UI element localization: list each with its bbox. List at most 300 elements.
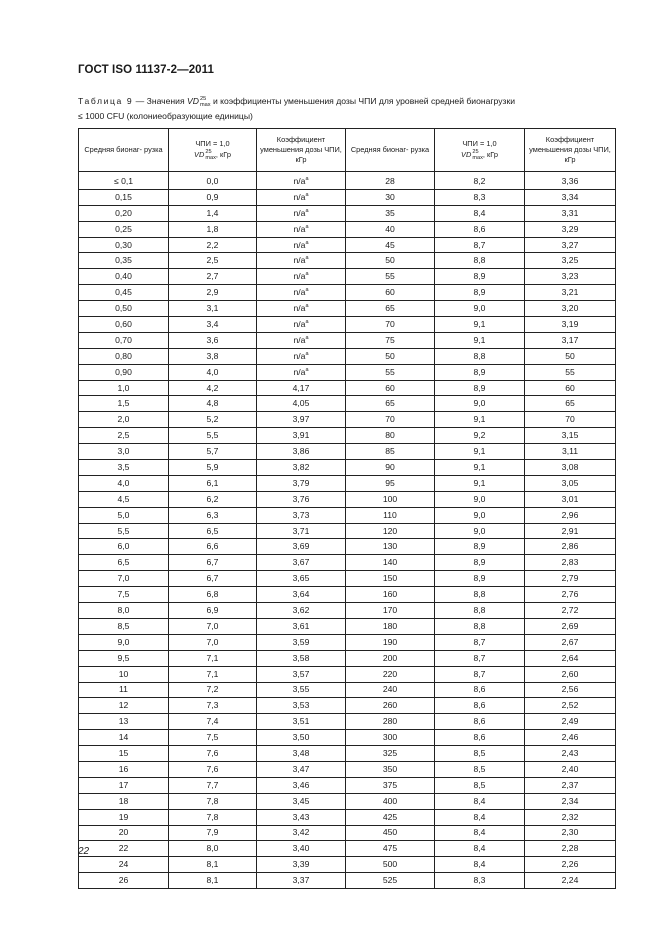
table-cell: 8,6 bbox=[435, 221, 525, 237]
caption-lead: Таблица 9 bbox=[78, 96, 134, 106]
table-cell: 2,72 bbox=[525, 603, 616, 619]
table-cell: 7,8 bbox=[169, 793, 257, 809]
table-cell: 2,46 bbox=[525, 730, 616, 746]
table-cell: 3,20 bbox=[525, 301, 616, 317]
table-header-row bbox=[79, 129, 616, 172]
table-cell: 3,1 bbox=[169, 301, 257, 317]
table-cell: 0,90 bbox=[79, 364, 169, 380]
table-cell: 110 bbox=[346, 507, 435, 523]
table-cell: 9,1 bbox=[435, 332, 525, 348]
caption-text-after: и коэффициенты уменьшения дозы ЧПИ для уровней средней бионагрузки bbox=[212, 96, 516, 106]
table-cell: 3,47 bbox=[257, 761, 346, 777]
table-cell: 3,43 bbox=[257, 809, 346, 825]
table-cell: 0,45 bbox=[79, 285, 169, 301]
table-cell: 8,3 bbox=[435, 873, 525, 889]
table-cell: 3,25 bbox=[525, 253, 616, 269]
table-row bbox=[79, 634, 616, 650]
table-cell: $n/a^a$ bbox=[257, 221, 346, 237]
table-cell: 260 bbox=[346, 698, 435, 714]
table-cell: $n/a^a$ bbox=[257, 332, 346, 348]
table-cell: 8,9 bbox=[435, 364, 525, 380]
header-vd-unit-1: , кГр bbox=[215, 149, 231, 159]
table-cell: 8,6 bbox=[435, 714, 525, 730]
table-body bbox=[79, 172, 616, 889]
footnote-marker: a bbox=[305, 350, 309, 357]
table-cell: 3,73 bbox=[257, 507, 346, 523]
table-cell: 40 bbox=[346, 221, 435, 237]
table-cell: 3,79 bbox=[257, 475, 346, 491]
table-cell: 525 bbox=[346, 873, 435, 889]
table-cell: 0,35 bbox=[79, 253, 169, 269]
table-cell: 3,58 bbox=[257, 650, 346, 666]
table-cell: 3,55 bbox=[257, 682, 346, 698]
table-cell: $n/a^a$ bbox=[257, 364, 346, 380]
table-cell: 2,30 bbox=[525, 825, 616, 841]
table-row bbox=[79, 873, 616, 889]
table-cell: 7,3 bbox=[169, 698, 257, 714]
table-row bbox=[79, 189, 616, 205]
table-row bbox=[79, 587, 616, 603]
table-cell: 9,0 bbox=[435, 523, 525, 539]
table-cell: 3,40 bbox=[257, 841, 346, 857]
header-sal-1: ЧПИ = 1,0 bbox=[195, 139, 230, 148]
table-cell: 6,6 bbox=[169, 539, 257, 555]
table-row bbox=[79, 730, 616, 746]
table-cell: 24 bbox=[79, 857, 169, 873]
table-cell: 5,5 bbox=[79, 523, 169, 539]
table-cell: 6,5 bbox=[79, 555, 169, 571]
table-cell: 2,24 bbox=[525, 873, 616, 889]
table-cell: 8,3 bbox=[435, 189, 525, 205]
table-cell: 9,2 bbox=[435, 428, 525, 444]
table-cell: 160 bbox=[346, 587, 435, 603]
table-cell: 3,64 bbox=[257, 587, 346, 603]
table-cell: 2,26 bbox=[525, 857, 616, 873]
header-vd-sup-1: 25 bbox=[205, 149, 212, 155]
table-cell: 9,1 bbox=[435, 412, 525, 428]
table-cell: 350 bbox=[346, 761, 435, 777]
table-cell: 130 bbox=[346, 539, 435, 555]
table-cell: 4,0 bbox=[169, 364, 257, 380]
table-cell: 8,0 bbox=[79, 603, 169, 619]
table-row bbox=[79, 825, 616, 841]
table-cell: 3,71 bbox=[257, 523, 346, 539]
header-avg-bioburden-1: Средняя бионаг- рузка bbox=[79, 129, 169, 172]
table-cell: $n/a^a$ bbox=[257, 317, 346, 333]
table-cell: 8,4 bbox=[435, 825, 525, 841]
table-cell: 7,5 bbox=[169, 730, 257, 746]
dose-table bbox=[78, 128, 616, 889]
table-cell: 8,5 bbox=[435, 746, 525, 762]
table-cell: 3,17 bbox=[525, 332, 616, 348]
table-cell: 170 bbox=[346, 603, 435, 619]
table-cell: 65 bbox=[525, 396, 616, 412]
table-cell: 190 bbox=[346, 634, 435, 650]
table-cell: 2,67 bbox=[525, 634, 616, 650]
table-cell: 3,97 bbox=[257, 412, 346, 428]
table-cell: 45 bbox=[346, 237, 435, 253]
table-cell: 5,7 bbox=[169, 444, 257, 460]
table-row bbox=[79, 253, 616, 269]
table-cell: 2,69 bbox=[525, 618, 616, 634]
table-cell: 5,0 bbox=[79, 507, 169, 523]
table-cell: 2,76 bbox=[525, 587, 616, 603]
header-sal-vd-2 bbox=[435, 129, 525, 172]
table-cell: 3,31 bbox=[525, 205, 616, 221]
caption-line2: ≤ 1000 CFU (колониеобразующие единицы) bbox=[78, 111, 253, 121]
caption-vd-superscript: 25 bbox=[199, 95, 207, 102]
footnote-marker: a bbox=[305, 191, 309, 198]
table-cell: $n/a^a$ bbox=[257, 172, 346, 190]
table-row bbox=[79, 841, 616, 857]
table-cell: 8,4 bbox=[435, 841, 525, 857]
table-cell: 8,7 bbox=[435, 237, 525, 253]
table-cell: 60 bbox=[346, 285, 435, 301]
table-cell: $n/a^a$ bbox=[257, 237, 346, 253]
table-cell: 3,5 bbox=[79, 460, 169, 476]
table-cell: 55 bbox=[346, 364, 435, 380]
table-cell: 2,5 bbox=[169, 253, 257, 269]
header-vd-2: VD bbox=[461, 149, 472, 159]
table-cell: 60 bbox=[346, 380, 435, 396]
footnote-marker: a bbox=[305, 239, 309, 246]
table-row bbox=[79, 857, 616, 873]
table-row bbox=[79, 237, 616, 253]
table-cell: $n/a^a$ bbox=[257, 205, 346, 221]
header-vd-sub-2: max bbox=[472, 155, 483, 161]
table-cell: 14 bbox=[79, 730, 169, 746]
table-cell: 475 bbox=[346, 841, 435, 857]
table-cell: 8,9 bbox=[435, 539, 525, 555]
table-cell: 3,51 bbox=[257, 714, 346, 730]
table-cell: 13 bbox=[79, 714, 169, 730]
table-row bbox=[79, 809, 616, 825]
table-cell: 4,0 bbox=[79, 475, 169, 491]
page-number: 22 bbox=[78, 846, 90, 857]
table-cell: 55 bbox=[525, 364, 616, 380]
table-row bbox=[79, 571, 616, 587]
table-cell: 2,0 bbox=[79, 412, 169, 428]
table-cell: 8,9 bbox=[435, 285, 525, 301]
table-cell: 4,8 bbox=[169, 396, 257, 412]
table-cell: 2,34 bbox=[525, 793, 616, 809]
table-row bbox=[79, 746, 616, 762]
table-cell: 3,29 bbox=[525, 221, 616, 237]
table-cell: 0,9 bbox=[169, 189, 257, 205]
table-cell: 30 bbox=[346, 189, 435, 205]
footnote-marker: a bbox=[305, 287, 309, 294]
table-cell: 70 bbox=[346, 317, 435, 333]
table-row bbox=[79, 793, 616, 809]
table-cell: 7,5 bbox=[79, 587, 169, 603]
table-row bbox=[79, 650, 616, 666]
table-cell: 500 bbox=[346, 857, 435, 873]
table-cell: 6,3 bbox=[169, 507, 257, 523]
table-cell: 18 bbox=[79, 793, 169, 809]
table-cell: 0,20 bbox=[79, 205, 169, 221]
table-cell: 3,86 bbox=[257, 444, 346, 460]
table-cell: 0,15 bbox=[79, 189, 169, 205]
table-cell: 3,37 bbox=[257, 873, 346, 889]
table-row bbox=[79, 412, 616, 428]
table-cell: 5,2 bbox=[169, 412, 257, 428]
table-cell: 65 bbox=[346, 301, 435, 317]
table-cell: 3,21 bbox=[525, 285, 616, 301]
table-cell: 9,5 bbox=[79, 650, 169, 666]
table-cell: 0,70 bbox=[79, 332, 169, 348]
table-row bbox=[79, 460, 616, 476]
header-sal-2: ЧПИ = 1,0 bbox=[462, 139, 497, 148]
table-cell: 2,56 bbox=[525, 682, 616, 698]
table-cell: 70 bbox=[346, 412, 435, 428]
table-row bbox=[79, 301, 616, 317]
table-cell: 90 bbox=[346, 460, 435, 476]
table-cell: 3,05 bbox=[525, 475, 616, 491]
table-row bbox=[79, 698, 616, 714]
table-cell: 95 bbox=[346, 475, 435, 491]
table-cell: 240 bbox=[346, 682, 435, 698]
table-cell: 2,79 bbox=[525, 571, 616, 587]
table-cell: 3,8 bbox=[169, 348, 257, 364]
table-cell: 2,5 bbox=[79, 428, 169, 444]
table-cell: 0,80 bbox=[79, 348, 169, 364]
table-cell: 9,1 bbox=[435, 460, 525, 476]
table-cell: 0,0 bbox=[169, 172, 257, 190]
footnote-marker: a bbox=[305, 175, 309, 182]
table-row bbox=[79, 507, 616, 523]
table-cell: 220 bbox=[346, 666, 435, 682]
header-vd-sub-1: max bbox=[205, 155, 216, 161]
table-row bbox=[79, 364, 616, 380]
table-cell: 9,1 bbox=[435, 475, 525, 491]
table-cell: 65 bbox=[346, 396, 435, 412]
table-cell: 6,5 bbox=[169, 523, 257, 539]
table-cell: 8,9 bbox=[435, 555, 525, 571]
table-cell: 8,5 bbox=[435, 777, 525, 793]
table-cell: 425 bbox=[346, 809, 435, 825]
table-cell: 8,7 bbox=[435, 650, 525, 666]
table-cell: 7,2 bbox=[169, 682, 257, 698]
table-cell: 3,57 bbox=[257, 666, 346, 682]
table-cell: 200 bbox=[346, 650, 435, 666]
table-cell: 3,91 bbox=[257, 428, 346, 444]
table-cell: 2,7 bbox=[169, 269, 257, 285]
table-cell: 7,1 bbox=[169, 666, 257, 682]
table-cell: $n/a^a$ bbox=[257, 253, 346, 269]
table-cell: 3,59 bbox=[257, 634, 346, 650]
table-cell: 1,5 bbox=[79, 396, 169, 412]
table-cell: 8,9 bbox=[435, 571, 525, 587]
table-cell: 2,28 bbox=[525, 841, 616, 857]
header-vd-scripts-2 bbox=[472, 149, 483, 161]
table-row bbox=[79, 475, 616, 491]
table-cell: 7,9 bbox=[169, 825, 257, 841]
table-cell: 8,6 bbox=[435, 730, 525, 746]
table-cell: 300 bbox=[346, 730, 435, 746]
table-cell: 8,9 bbox=[435, 269, 525, 285]
table-cell: 6,2 bbox=[169, 491, 257, 507]
table-cell: $n/a^a$ bbox=[257, 189, 346, 205]
table-cell: 9,0 bbox=[435, 301, 525, 317]
table-cell: 8,6 bbox=[435, 682, 525, 698]
table-cell: 3,76 bbox=[257, 491, 346, 507]
table-cell: 9,0 bbox=[435, 396, 525, 412]
table-cell: 12 bbox=[79, 698, 169, 714]
table-cell: 7,6 bbox=[169, 761, 257, 777]
table-cell: 4,5 bbox=[79, 491, 169, 507]
table-cell: 180 bbox=[346, 618, 435, 634]
table-cell: 9,0 bbox=[79, 634, 169, 650]
table-cell: 85 bbox=[346, 444, 435, 460]
table-cell: 2,52 bbox=[525, 698, 616, 714]
table-cell: 2,86 bbox=[525, 539, 616, 555]
table-cell: 20 bbox=[79, 825, 169, 841]
table-cell: 2,40 bbox=[525, 761, 616, 777]
table-row bbox=[79, 172, 616, 190]
table-cell: 7,0 bbox=[79, 571, 169, 587]
table-row bbox=[79, 682, 616, 698]
table-cell: 0,60 bbox=[79, 317, 169, 333]
table-cell: 3,0 bbox=[79, 444, 169, 460]
table-cell: 120 bbox=[346, 523, 435, 539]
table-cell: 7,0 bbox=[169, 634, 257, 650]
table-row bbox=[79, 317, 616, 333]
table-row bbox=[79, 380, 616, 396]
table-cell: 3,42 bbox=[257, 825, 346, 841]
header-vd-sup-2: 25 bbox=[472, 149, 479, 155]
table-cell: $n/a^a$ bbox=[257, 269, 346, 285]
table-cell: 8,4 bbox=[435, 857, 525, 873]
table-cell: 15 bbox=[79, 746, 169, 762]
table-cell: 8,4 bbox=[435, 809, 525, 825]
table-cell: 3,36 bbox=[525, 172, 616, 190]
table-cell: 3,48 bbox=[257, 746, 346, 762]
table-cell: 325 bbox=[346, 746, 435, 762]
table-row bbox=[79, 555, 616, 571]
header-dose-factor-1: Коэффициент уменьшения дозы ЧПИ, кГр bbox=[257, 129, 346, 172]
table-row bbox=[79, 761, 616, 777]
table-cell: 2,83 bbox=[525, 555, 616, 571]
header-avg-bioburden-2: Средняя бионаг- рузка bbox=[346, 129, 435, 172]
caption-vd-subscript: max bbox=[199, 101, 211, 108]
table-cell: 16 bbox=[79, 761, 169, 777]
table-row bbox=[79, 618, 616, 634]
table-cell: 50 bbox=[346, 253, 435, 269]
table-cell: 8,8 bbox=[435, 587, 525, 603]
table-cell: 6,8 bbox=[169, 587, 257, 603]
table-cell: 0,25 bbox=[79, 221, 169, 237]
table-cell: 8,9 bbox=[435, 380, 525, 396]
table-cell: 7,1 bbox=[169, 650, 257, 666]
footnote-marker: a bbox=[305, 207, 309, 214]
table-cell: 4,2 bbox=[169, 380, 257, 396]
table-cell: 2,96 bbox=[525, 507, 616, 523]
table-cell: 1,4 bbox=[169, 205, 257, 221]
table-cell: 3,65 bbox=[257, 571, 346, 587]
table-cell: 8,6 bbox=[435, 698, 525, 714]
table-cell: 9,1 bbox=[435, 444, 525, 460]
table-cell: 2,64 bbox=[525, 650, 616, 666]
table-cell: 3,50 bbox=[257, 730, 346, 746]
table-cell: 3,45 bbox=[257, 793, 346, 809]
table-cell: 0,50 bbox=[79, 301, 169, 317]
footnote-marker: a bbox=[305, 271, 309, 278]
table-cell: 8,8 bbox=[435, 603, 525, 619]
table-cell: 8,7 bbox=[435, 634, 525, 650]
table-row bbox=[79, 269, 616, 285]
table-cell: 280 bbox=[346, 714, 435, 730]
table-cell: 400 bbox=[346, 793, 435, 809]
table-cell: 3,82 bbox=[257, 460, 346, 476]
table-cell: 100 bbox=[346, 491, 435, 507]
table-cell: 35 bbox=[346, 205, 435, 221]
table-cell: 3,27 bbox=[525, 237, 616, 253]
table-cell: 22 bbox=[79, 841, 169, 857]
footnote-marker: a bbox=[305, 318, 309, 325]
table-cell: 3,4 bbox=[169, 317, 257, 333]
table-cell: 3,11 bbox=[525, 444, 616, 460]
table-row bbox=[79, 714, 616, 730]
header-vd-scripts-1 bbox=[205, 149, 216, 161]
table-cell: 6,9 bbox=[169, 603, 257, 619]
table-cell: 8,8 bbox=[435, 253, 525, 269]
table-cell: $n/a^a$ bbox=[257, 348, 346, 364]
table-cell: 1,8 bbox=[169, 221, 257, 237]
table-cell: 8,0 bbox=[169, 841, 257, 857]
table-cell: 3,08 bbox=[525, 460, 616, 476]
table-cell: 8,2 bbox=[435, 172, 525, 190]
table-row bbox=[79, 205, 616, 221]
table-cell: 2,43 bbox=[525, 746, 616, 762]
table-cell: 0,30 bbox=[79, 237, 169, 253]
table-cell: 6,0 bbox=[79, 539, 169, 555]
table-cell: 10 bbox=[79, 666, 169, 682]
table-cell: 2,37 bbox=[525, 777, 616, 793]
table-cell: 3,62 bbox=[257, 603, 346, 619]
caption-vd-symbol: VD bbox=[187, 96, 199, 106]
table-cell: 80 bbox=[346, 428, 435, 444]
table-cell: 9,1 bbox=[435, 317, 525, 333]
table-cell: 28 bbox=[346, 172, 435, 190]
footnote-marker: a bbox=[305, 366, 309, 373]
table-cell: 7,0 bbox=[169, 618, 257, 634]
table-cell: 140 bbox=[346, 555, 435, 571]
table-cell: 19 bbox=[79, 809, 169, 825]
table-cell: 2,49 bbox=[525, 714, 616, 730]
table-cell: 5,9 bbox=[169, 460, 257, 476]
table-cell: 6,7 bbox=[169, 555, 257, 571]
table-cell: 2,9 bbox=[169, 285, 257, 301]
table-row bbox=[79, 491, 616, 507]
caption-vd-scripts bbox=[200, 96, 211, 108]
table-cell: 9,0 bbox=[435, 491, 525, 507]
table-cell: 4,05 bbox=[257, 396, 346, 412]
table-cell: 3,61 bbox=[257, 618, 346, 634]
table-cell: 7,6 bbox=[169, 746, 257, 762]
header-vd-1: VD bbox=[194, 149, 205, 159]
header-sal-vd-1 bbox=[169, 129, 257, 172]
table-cell: 1,0 bbox=[79, 380, 169, 396]
table-row bbox=[79, 332, 616, 348]
table-row bbox=[79, 221, 616, 237]
table-cell: 9,0 bbox=[435, 507, 525, 523]
table-cell: 3,6 bbox=[169, 332, 257, 348]
table-cell: 3,34 bbox=[525, 189, 616, 205]
table-cell: 11 bbox=[79, 682, 169, 698]
table-cell: 2,91 bbox=[525, 523, 616, 539]
table-cell: 450 bbox=[346, 825, 435, 841]
table-cell: 7,8 bbox=[169, 809, 257, 825]
